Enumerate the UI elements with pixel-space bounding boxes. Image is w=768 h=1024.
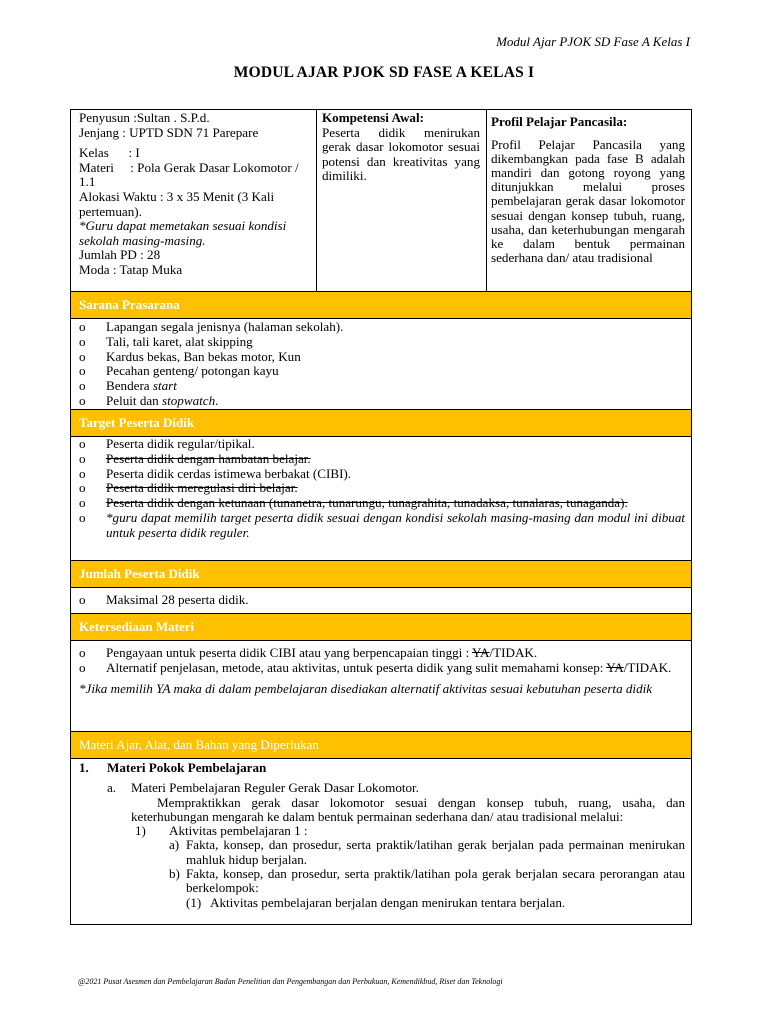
document-title: MODUL AJAR PJOK SD FASE A KELAS I xyxy=(233,64,535,81)
list-item: o Peserta didik dengan hambatan belajar. xyxy=(79,450,311,466)
kompetensi-text: Peserta didik menirukan gerak dasar lokomotor sesuai potensi dan kreativitas yang dimiliki. xyxy=(322,124,480,184)
page-header: Modul Ajar PJOK SD Fase A Kelas I xyxy=(496,34,690,49)
target-header: Target Peserta Didik xyxy=(71,410,691,437)
materi-info: Materi : Pola Gerak Dasar Lokomotor / 1.1 xyxy=(79,159,302,190)
list-item: o Alternatif penjelasan, metode, atau aktivitas, untuk peserta didik yang sulit memahami konsep: YA/TIDAK. xyxy=(79,659,672,675)
list-item: o Lapangan segala jenisnya (halaman sekolah). xyxy=(79,319,344,334)
kelas: Kelas : I xyxy=(79,145,140,161)
ketersediaan-note: *Jika memilih YA maka di dalam pembelajaran disediakan alternatif aktivitas sesuai kebutuhan peserta didik xyxy=(79,680,653,696)
ketersediaan-header: Ketersediaan Materi xyxy=(71,614,691,641)
kompetensi-cell xyxy=(317,110,487,291)
aktivitas-1: 1) Aktivitas pembelajaran 1 : xyxy=(135,823,308,839)
identity-cell xyxy=(71,110,317,291)
list-item: o Peluit dan stopwatch. xyxy=(79,392,219,408)
list-item: o Kardus bekas, Ban bekas motor, Kun xyxy=(79,348,301,364)
materi-section xyxy=(71,761,691,924)
jenjang: Jenjang : UPTD SDN 71 Parepare xyxy=(79,124,259,140)
jumlah-section xyxy=(71,588,691,614)
aktivitas-1b: b) Fakta, konsep, dan prosedur, serta praktik/latihan pola gerak berjalan secara perorangan atau berkelompok: xyxy=(169,866,685,896)
list-item: o Pengayaan untuk peserta didik CIBI atau yang berpencapaian tinggi : YA/TIDAK. xyxy=(79,645,538,660)
profil-cell xyxy=(487,110,691,291)
page-footer: @2021 Pusat Asesmen dan Pembelajaran Badan Penelitian dan Pengembangan dan Perbukuan, Kemendikbud, Riset dan Teknologi xyxy=(78,977,503,986)
kompetensi-title: Kompetensi Awal: xyxy=(322,110,424,125)
jumlah-header: Jumlah Peserta Didik xyxy=(71,561,691,588)
jumlah-pd: Jumlah PD : 28 xyxy=(79,247,161,263)
materi-header: Materi Ajar, Alat, dan Bahan yang Diperlukan xyxy=(71,732,691,759)
moda: Moda : Tatap Muka xyxy=(79,261,183,277)
target-section xyxy=(71,437,691,561)
materi-paragraph: Mempraktikkan gerak dasar lokomotor sesuai dengan konsep tubuh, ruang, usaha, dan keterhubungan mengarah ke dalam bentuk permainan sederhana dan/ atau tradisional melalui: xyxy=(131,794,685,824)
materi-heading: 1. Materi Pokok Pembelajaran xyxy=(79,760,267,775)
info-row xyxy=(71,110,691,292)
list-item: o Tali, tali karet, alat skipping xyxy=(79,333,253,349)
aktivitas-1a: a) Fakta, konsep, dan prosedur, serta praktik/latihan gerak berjalan pada permainan menirukan mahluk hidup berjalan. xyxy=(169,837,685,867)
profil-title: Profil Pelajar Pancasila: xyxy=(491,114,628,129)
list-item: o Bendera start xyxy=(79,378,177,394)
list-item: o Pecahan genteng/ potongan kayu xyxy=(79,363,279,379)
list-item: o Peserta didik meregulasi diri belajar. xyxy=(79,480,298,496)
sarana-header: Sarana Prasarana xyxy=(71,292,691,319)
ketersediaan-section xyxy=(71,641,691,732)
list-item: o Maksimal 28 peserta didik. xyxy=(79,592,249,608)
aktivitas-1b-1: (1) Aktivitas pembelajaran berjalan dengan menirukan tentara berjalan. xyxy=(186,894,566,910)
materi-a: a. Materi Pembelajaran Reguler Gerak Dasar Lokomotor. xyxy=(107,780,419,796)
alokasi-waktu: Alokasi Waktu : 3 x 35 Menit (3 Kali pertemuan). xyxy=(79,188,275,219)
profil-text: Profil Pelajar Pancasila yang dikembangkan pada fase B adalah mandiri dan gotong royong yang ditunjukkan melalui proses pembelajaran gerak dasar lokomotor sesuai dengan konsep tubuh, ruang, usaha, dan keterhubungan mengarah ke dalam bentuk permainan sederhana dan/ atau tradisional xyxy=(491,136,685,266)
guru-note: *Guru dapat memetakan sesuai kondisi sekolah masing-masing. xyxy=(79,218,287,248)
list-item: o Peserta didik regular/tipikal. xyxy=(79,436,255,451)
list-item: o Peserta didik dengan ketunaan (tunanetra, tunarungu, tunagrahita, tunadaksa, tunalaras, tunaganda). xyxy=(79,495,628,511)
module-table xyxy=(70,109,692,925)
penyusun: Penyusun :Sultan . S.P.d. xyxy=(79,110,210,125)
list-item: o *guru dapat memilih target peserta didik sesuai dengan kondisi sekolah masing-masing dan modul ini dibuat untuk peserta didik reguler. xyxy=(79,509,685,540)
sarana-section xyxy=(71,319,691,410)
list-item: o Peserta didik cerdas istimewa berbakat (CIBI). xyxy=(79,465,352,481)
